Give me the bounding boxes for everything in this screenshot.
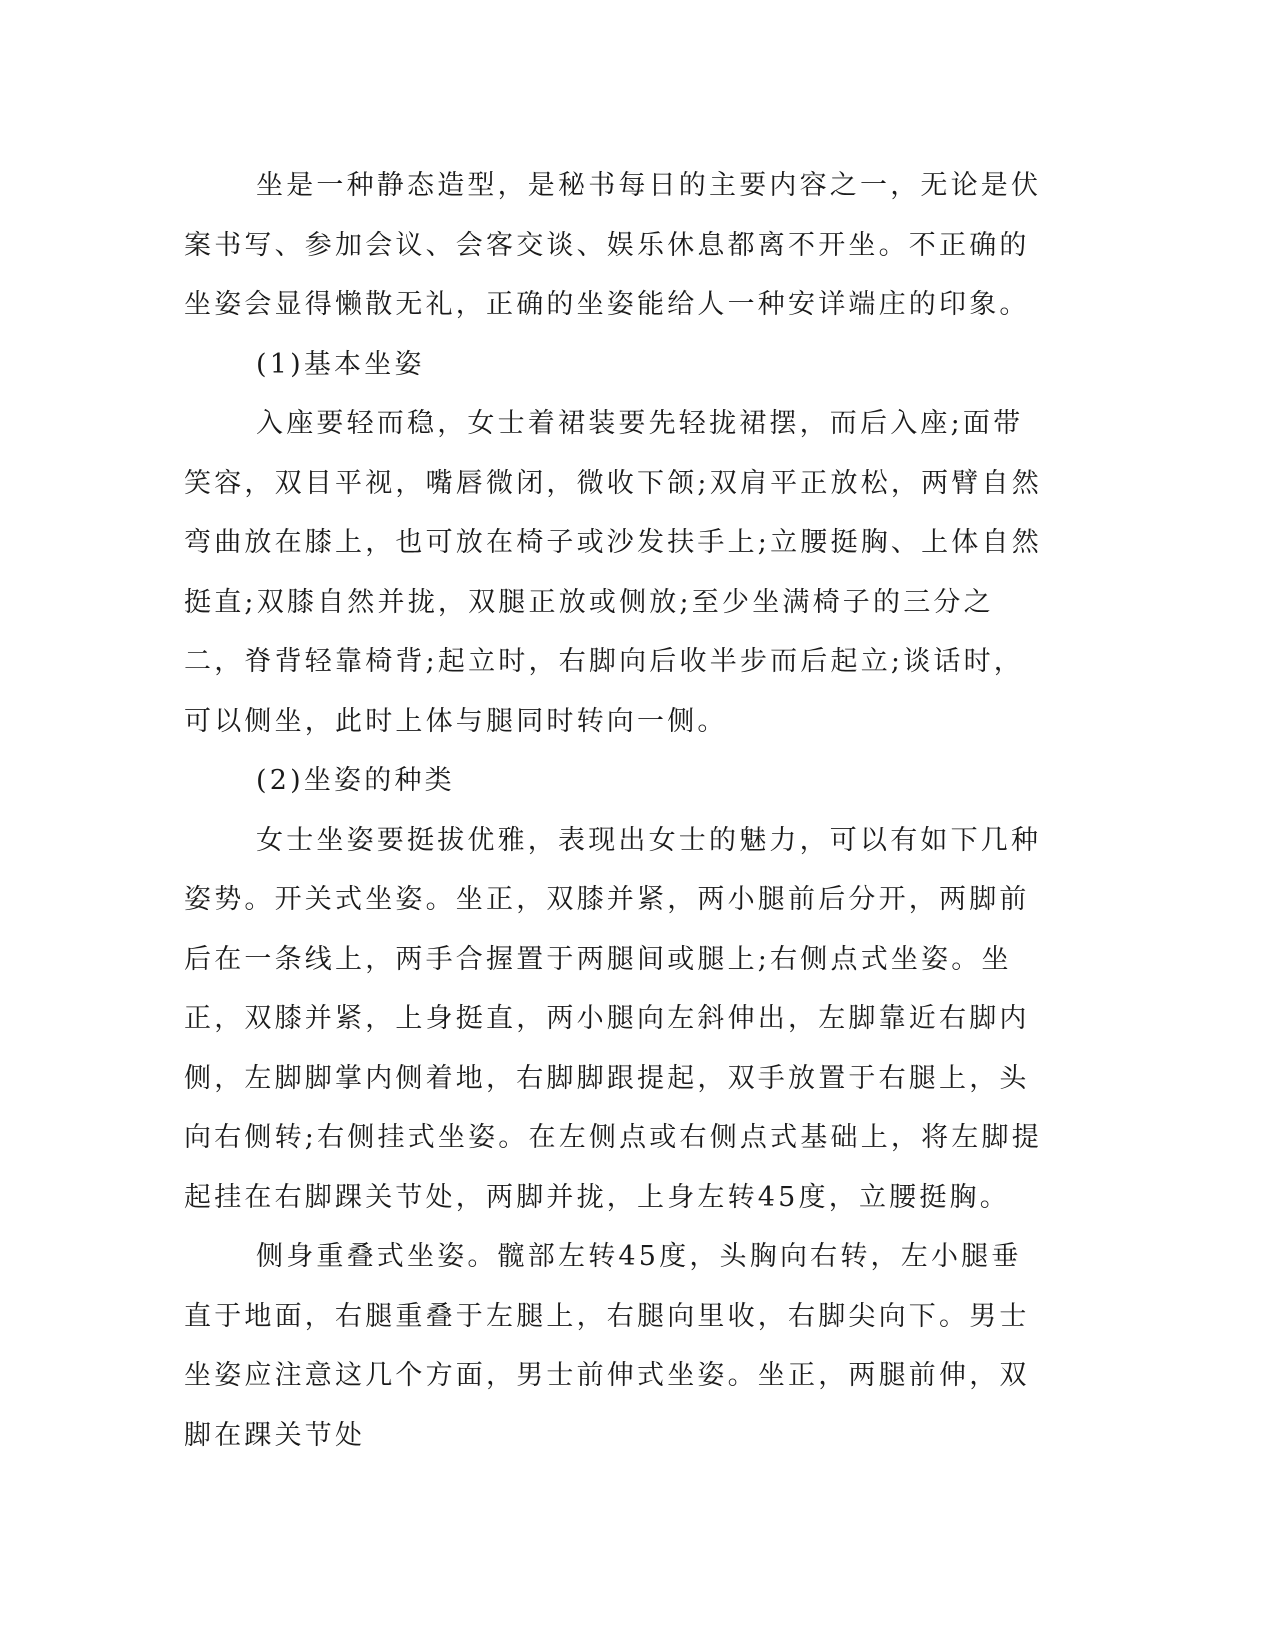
paragraph-basic-posture: 入座要轻而稳，女士着裙装要先轻拢裙摆，而后入座;面带笑容，双目平视，嘴唇微闭，微收下颌;双肩平正放松，两臂自然弯曲放在膝上，也可放在椅子或沙发扶手上;立腰挺胸、上体自然挺直;双膝自然并拢，双腿正放或侧放;至少坐满椅子的三分之二，脊背轻靠椅背;起立时，右脚向后收半步而后起立;谈话时，可以侧坐，此时上体与腿同时转向一侧。 [184,408,1042,737]
section-heading-posture-types: (2)坐姿的种类 [256,765,455,796]
paragraph-intro: 坐是一种静态造型，是秘书每日的主要内容之一，无论是伏案书写、参加会议、会客交谈、娱乐休息都离不开坐。不正确的坐姿会显得懒散无礼，正确的坐姿能给人一种安详端庄的印象。 [184,170,1042,320]
paragraph-side-overlap-posture: 侧身重叠式坐姿。髋部左转45度，头胸向右转，左小腿垂直于地面，右腿重叠于左腿上，右腿向里收，右脚尖向下。男士坐姿应注意这几个方面，男士前伸式坐姿。坐正，两腿前伸，双脚在踝关节处 [184,1241,1030,1451]
body-text [184,156,1044,1465]
section-heading-basic-posture: (1)基本坐姿 [256,348,425,380]
paragraph-female-postures: 女士坐姿要挺拔优雅，表现出女士的魅力，可以有如下几种姿势。开关式坐姿。坐正，双膝并紧，两小腿前后分开，两脚前后在一条线上，两手合握置于两腿间或腿上;右侧点式坐姿。坐正，双膝并紧，上身挺直，两小腿向左斜伸出，左脚靠近右脚内侧，左脚脚掌内侧着地，右脚脚跟提起，双手放置于右腿上，头向右侧转;右侧挂式坐姿。在左侧点或右侧点式基础上，将左脚提起挂在右脚踝关节处，两脚并拢，上身左转45度，立腰挺胸。 [184,824,1042,1213]
